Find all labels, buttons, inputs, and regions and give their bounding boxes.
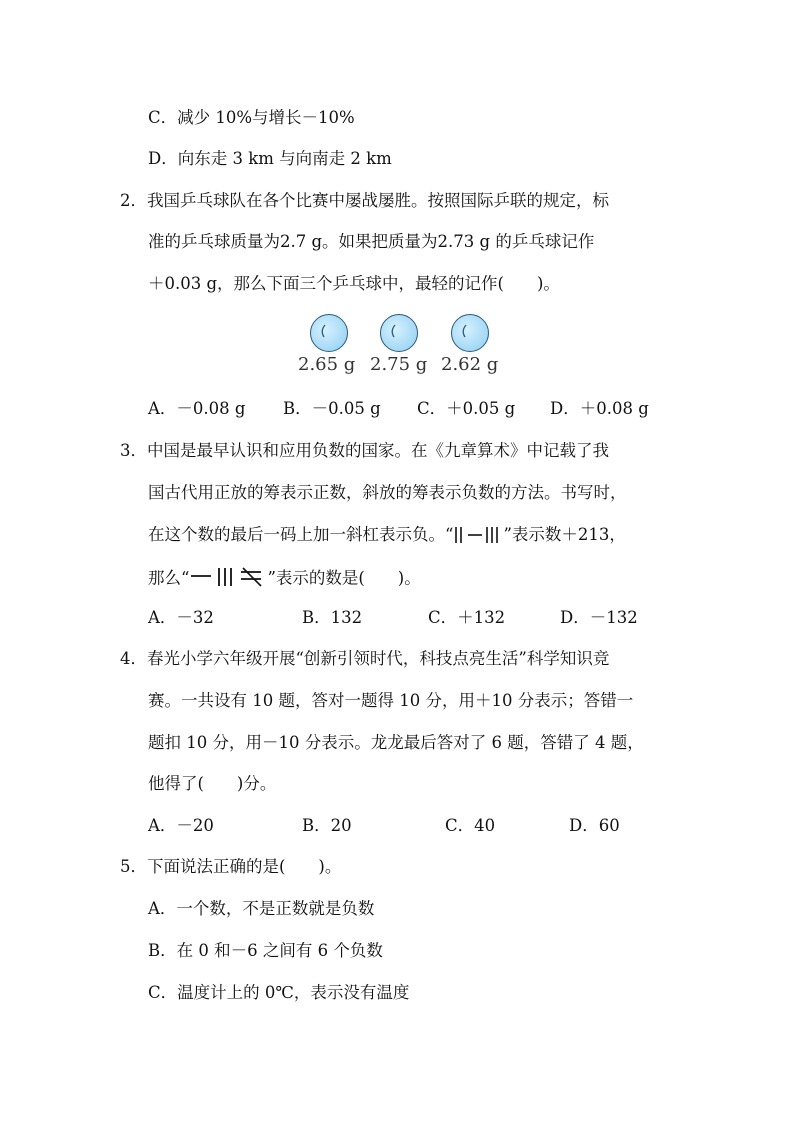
ping-pong-ball-icon — [451, 314, 489, 352]
q3-line-2: 国古代用正放的筹表示正数，斜放的筹表示负数的方法。书写时， — [148, 483, 627, 502]
q4-option-a[interactable]: A．－20 — [148, 816, 214, 835]
q3-option-d[interactable]: D．－132 — [560, 608, 638, 627]
q5-option-a[interactable]: A．一个数，不是正数就是负数 — [148, 899, 375, 918]
q3-option-b[interactable]: B．132 — [302, 608, 363, 627]
q5-option-c[interactable]: C．温度计上的 0℃，表示没有温度 — [148, 983, 410, 1002]
ping-pong-ball-icon — [380, 314, 418, 352]
q4-line-2: 赛。一共设有 10 题，答对一题得 10 分，用＋10 分表示；答错一 — [148, 691, 634, 710]
q4-line-3: 题扣 10 分，用－10 分表示。龙龙最后答对了 6 题，答错了 4 题， — [148, 733, 644, 752]
ball-weight-label: 2.75 g — [370, 354, 428, 375]
q2-option-c[interactable]: C．＋0.05 g — [417, 399, 516, 418]
q2-line-3: ＋0.03 g，那么下面三个乒乓球中，最轻的记作( )。 — [148, 274, 560, 293]
q5-line-1: 5．下面说法正确的是( )。 — [120, 857, 342, 876]
q2-option-d[interactable]: D．＋0.08 g — [550, 399, 649, 418]
counting-rods-plus-213-icon — [453, 525, 503, 547]
counting-rods-question-icon — [189, 567, 267, 591]
q3-line-4-end: ”表示的数是( )。 — [267, 568, 421, 588]
q2-option-b[interactable]: B．－0.05 g — [283, 399, 381, 418]
q3-line-3 — [148, 524, 626, 547]
q4-option-b[interactable]: B．20 — [302, 816, 352, 835]
q4-line-4: 他得了( )分。 — [148, 774, 277, 793]
q3-line-1: 3．中国是最早认识和应用负数的国家。在《九章算术》中记载了我 — [120, 441, 609, 460]
q3-option-c[interactable]: C．＋132 — [428, 608, 506, 627]
q2-line-1: 2．我国乒乓球队在各个比赛中屡战屡胜。按照国际乒联的规定，标 — [120, 191, 609, 210]
q5-option-b[interactable]: B．在 0 和－6 之间有 6 个负数 — [148, 941, 383, 960]
q3-line-4-start: 那么“ — [148, 568, 190, 588]
prev-option-d: D．向东走 3 km 与向南走 2 km — [148, 149, 392, 168]
q4-option-c[interactable]: C．40 — [445, 816, 496, 835]
ping-pong-balls-figure — [298, 314, 508, 384]
ball-weight-label: 2.62 g — [441, 354, 499, 375]
prev-option-c: C．减少 10%与增长－10% — [148, 108, 355, 127]
q3-line-3-end: ”表示数＋213， — [503, 525, 626, 544]
q3-option-a[interactable]: A．－32 — [148, 608, 214, 627]
q2-option-a[interactable]: A．－0.08 g — [148, 399, 246, 418]
ping-pong-ball-icon — [310, 314, 348, 352]
q3-line-3-start: 在这个数的最后一码上加一斜杠表示负。“ — [148, 525, 454, 544]
ball-weight-label: 2.65 g — [298, 354, 356, 375]
q4-line-1: 4．春光小学六年级开展“创新引领时代，科技点亮生活”科学知识竞 — [120, 649, 610, 668]
q4-option-d[interactable]: D．60 — [569, 816, 620, 835]
q2-line-2: 准的乒乓球质量为2.7 g。如果把质量为2.73 g 的乒乓球记作 — [148, 232, 595, 251]
q3-line-4 — [148, 567, 421, 591]
